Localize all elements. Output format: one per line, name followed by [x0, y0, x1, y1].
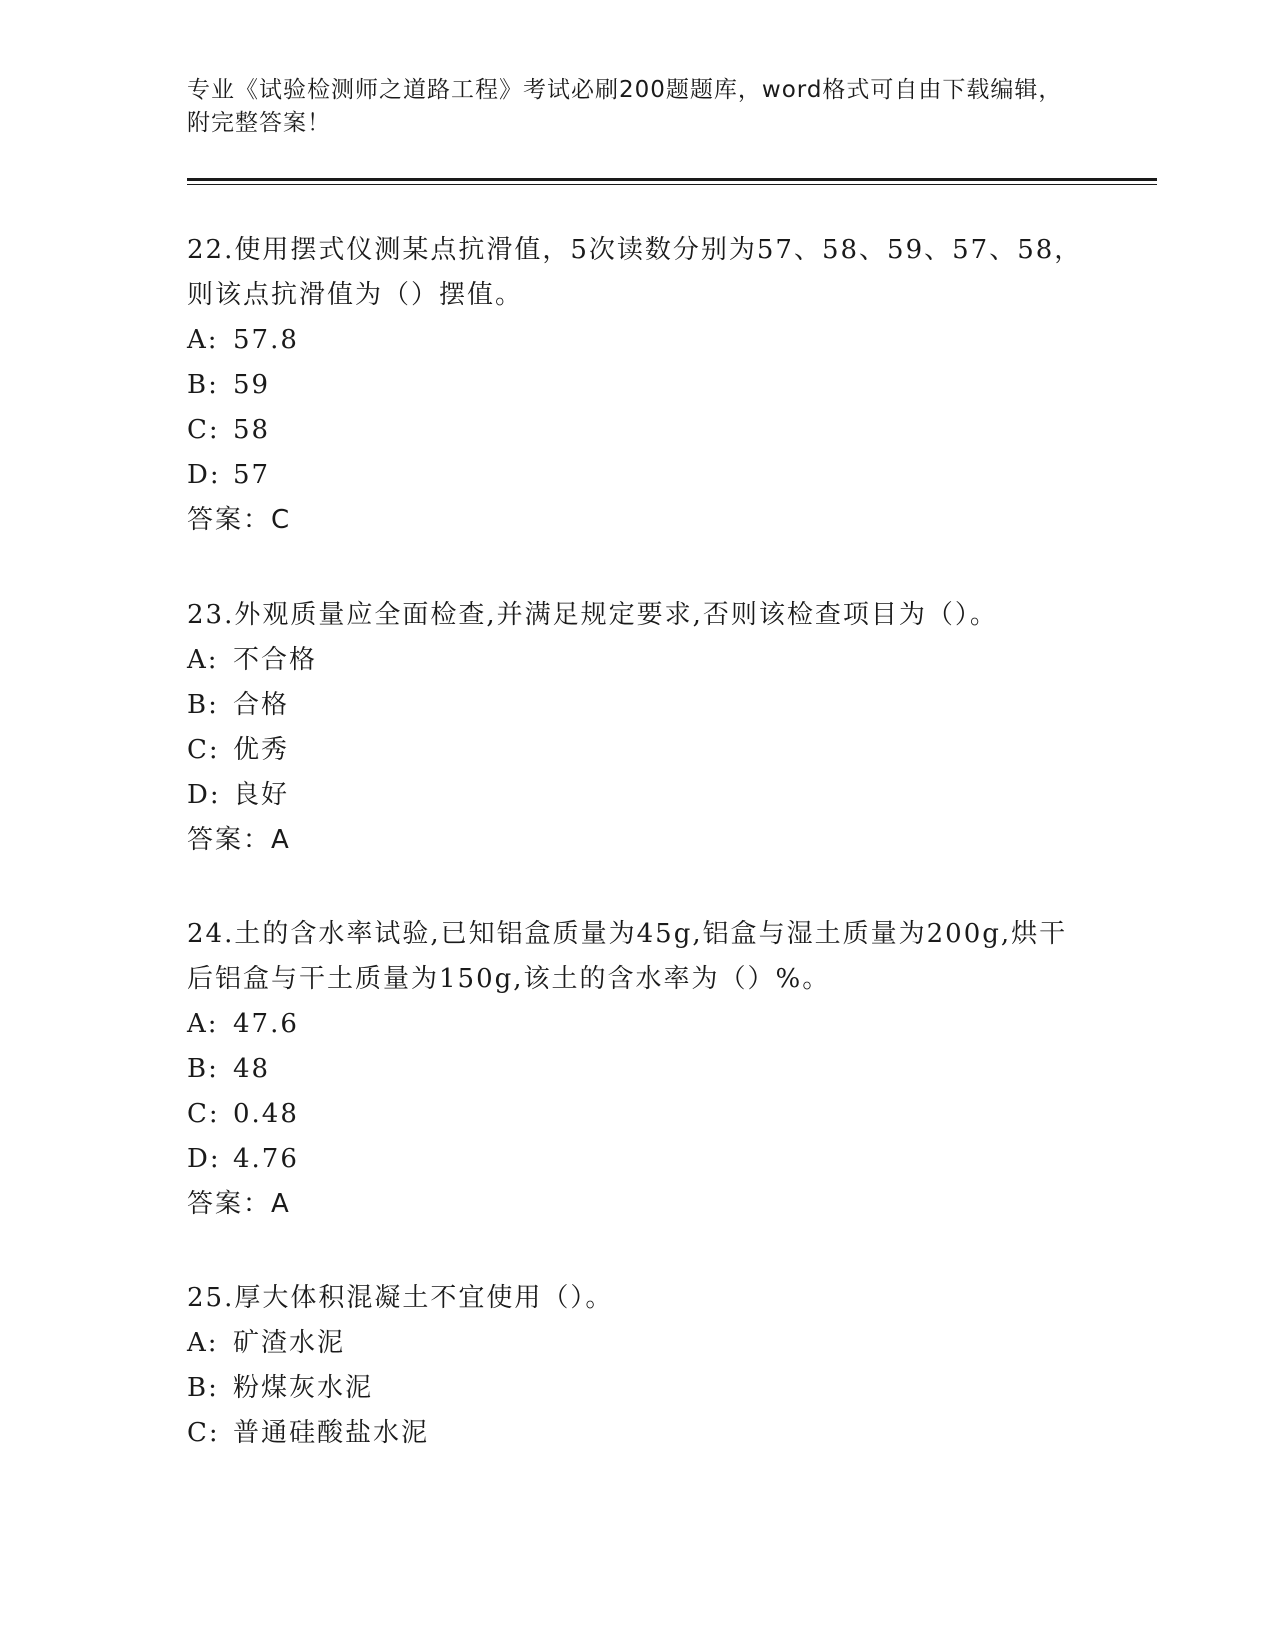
question-stem: 25.厚大体积混凝土不宜使用（）。 — [187, 1283, 614, 1313]
option-b — [187, 363, 1087, 408]
option-key: B: — [187, 690, 219, 720]
option-text: 粉煤灰水泥 — [233, 1373, 374, 1403]
option-a — [187, 318, 1087, 363]
option-key: A: — [187, 325, 219, 355]
option-key: A: — [187, 1009, 219, 1039]
option-key: D: — [187, 780, 221, 810]
option-c — [187, 1092, 1087, 1137]
option-text: 57.8 — [233, 325, 299, 355]
option-key: B: — [187, 1054, 219, 1084]
option-b — [187, 1366, 1087, 1411]
option-text: 59 — [233, 370, 271, 400]
option-key: D: — [187, 1144, 221, 1174]
option-text: 普通硅酸盐水泥 — [233, 1418, 430, 1448]
option-text: 48 — [233, 1054, 271, 1084]
option-key: B: — [187, 370, 219, 400]
option-d — [187, 453, 1087, 498]
option-a — [187, 1321, 1087, 1366]
header-divider-thin — [187, 184, 1157, 185]
option-c — [187, 408, 1087, 453]
option-d — [187, 773, 1087, 818]
option-key: B: — [187, 1373, 219, 1403]
option-text: 优秀 — [233, 735, 290, 765]
option-c — [187, 1411, 1087, 1456]
option-a — [187, 638, 1087, 683]
option-text: 不合格 — [233, 645, 318, 675]
option-key: C: — [187, 1099, 220, 1129]
option-text: 矿渣水泥 — [233, 1328, 346, 1358]
option-key: C: — [187, 1418, 220, 1448]
answer-line: 答案：C — [187, 505, 292, 535]
option-c — [187, 728, 1087, 773]
option-text: 58 — [233, 415, 271, 445]
option-a — [187, 1002, 1087, 1047]
question-25 — [187, 1276, 1087, 1456]
option-text: 0.48 — [233, 1099, 299, 1129]
answer-line: 答案：A — [187, 825, 291, 855]
option-text: 合格 — [233, 690, 290, 720]
option-b — [187, 1047, 1087, 1092]
document-header: 专业《试验检测师之道路工程》考试必刷200题题库，word格式可自由下载编辑，附完整答案！ — [187, 77, 1063, 136]
header-divider-thick — [187, 178, 1157, 181]
option-text: 47.6 — [233, 1009, 299, 1039]
option-key: A: — [187, 645, 219, 675]
answer-line: 答案：A — [187, 1189, 291, 1219]
option-key: D: — [187, 460, 221, 490]
option-key: A: — [187, 1328, 219, 1358]
question-stem: 24.土的含水率试验,已知铝盒质量为45g,铝盒与湿土质量为200g,烘干后铝盒与干土质量为150g,该土的含水率为（）%。 — [187, 919, 1068, 994]
option-key: C: — [187, 415, 220, 445]
question-22 — [187, 228, 1087, 543]
option-text: 57 — [233, 460, 271, 490]
question-stem: 23.外观质量应全面检查,并满足规定要求,否则该检查项目为（）。 — [187, 600, 998, 630]
option-text: 4.76 — [233, 1144, 299, 1174]
option-key: C: — [187, 735, 220, 765]
option-text: 良好 — [233, 780, 290, 810]
option-d — [187, 1137, 1087, 1182]
question-24 — [187, 912, 1087, 1227]
question-23 — [187, 593, 1087, 863]
option-b — [187, 683, 1087, 728]
question-stem: 22.使用摆式仪测某点抗滑值，5次读数分别为57、58、59、57、58，则该点抗滑值为（）摆值。 — [187, 235, 1083, 310]
